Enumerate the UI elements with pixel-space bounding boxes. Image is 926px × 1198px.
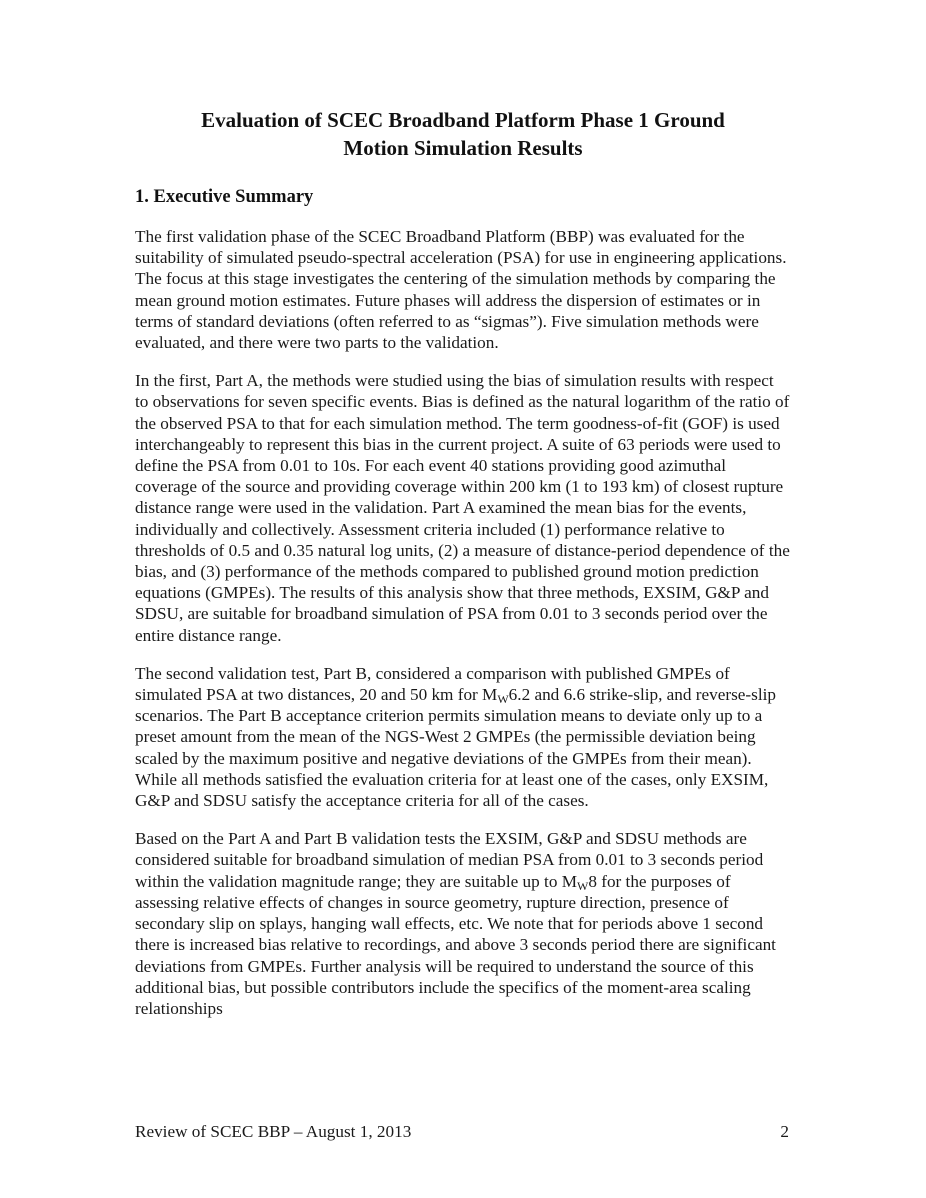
paragraph-2 xyxy=(135,370,791,646)
title-line-2: Motion Simulation Results xyxy=(343,136,583,160)
document-title xyxy=(0,0,926,162)
magnitude-subscript: W xyxy=(577,878,589,893)
paragraph-text: 6.2 and 6.6 strike-slip, and reverse-slip scenarios. The Part B acceptance criterion permits simulation means to deviate only up to a preset amount from the mean of the NGS-West 2 GMPEs (the permissible deviation being scaled by the maximum positive and negative deviations of the GMPEs from their mean). While all methods satisfied the evaluation criteria for at least one of the cases, only EXSIM, G&P and SDSU satisfy the acceptance criteria for all of the cases. xyxy=(135,685,776,811)
paragraph-text: In the first, Part A, the methods were studied using the bias of simulation results with respect to observations for seven specific events. Bias is defined as the natural logarithm of the ratio of the observed PSA to that for each simulation method. The term goodness-of-fit (GOF) is used interchangeably to represent this bias in the current project. A suite of 63 periods were used to define the PSA from 0.01 to 10s. For each event 40 stations providing good azimuthal coverage of the source and providing coverage within 200 km (1 to 193 km) of closest rupture distance range were used in the validation. Part A examined the mean bias for the events, individually and collectively. Assessment criteria included (1) performance relative to thresholds of 0.5 and 0.35 natural log units, (2) a measure of distance-period dependence of the bias, and (3) performance of the methods compared to published ground motion prediction equations (GMPEs). The results of this analysis show that three methods, EXSIM, G&P and SDSU, are suitable for broadband simulation of PSA from 0.01 to 3 seconds period over the entire distance range. xyxy=(135,371,790,645)
document-body xyxy=(135,226,791,1019)
paragraph-text: Based on the Part A and Part B validation tests the EXSIM, G&P and SDSU methods are considered suitable for broadband simulation of median PSA from 0.01 to 3 seconds period within the validation magnitude range; they are suitable up to M xyxy=(135,829,764,891)
section-heading: 1. Executive Summary xyxy=(135,187,314,207)
paragraph-text: 8 for the purposes of assessing relative effects of changes in source geometry, rupture direction, presence of secondary slip on splays, hanging wall effects, etc. We note that for periods above 1 second there is increased bias relative to recordings, and above 3 seconds period there are significant deviations from GMPEs. Further analysis will be required to understand the source of this additional bias, but possible contributors include the specifics of the moment-area scaling relationships xyxy=(135,871,776,1018)
page-number: 2 xyxy=(780,1122,789,1141)
paragraph-3 xyxy=(135,663,791,811)
paragraph-text: The second validation test, Part B, considered a comparison with published GMPEs of simulated PSA at two distances, 20 and 50 km for M xyxy=(135,663,730,705)
paragraph-1 xyxy=(135,226,791,353)
page-footer xyxy=(135,1121,789,1142)
magnitude-subscript: W xyxy=(497,692,509,707)
paragraph-text: The first validation phase of the SCEC Broadband Platform (BBP) was evaluated for the suitability of simulated pseudo-spectral acceleration (PSA) for use in engineering applications. The focus at this stage investigates the centering of the simulation methods by comparing the mean ground motion estimates. Future phases will address the dispersion of estimates or in terms of standard deviations (often referred to as “sigmas”). Five simulation methods were evaluated, and there were two parts to the validation. xyxy=(135,227,787,353)
paragraph-4 xyxy=(135,828,791,1019)
footer-text: Review of SCEC BBP – August 1, 2013 xyxy=(135,1122,412,1141)
title-line-1: Evaluation of SCEC Broadband Platform Phase 1 Ground xyxy=(201,108,725,132)
